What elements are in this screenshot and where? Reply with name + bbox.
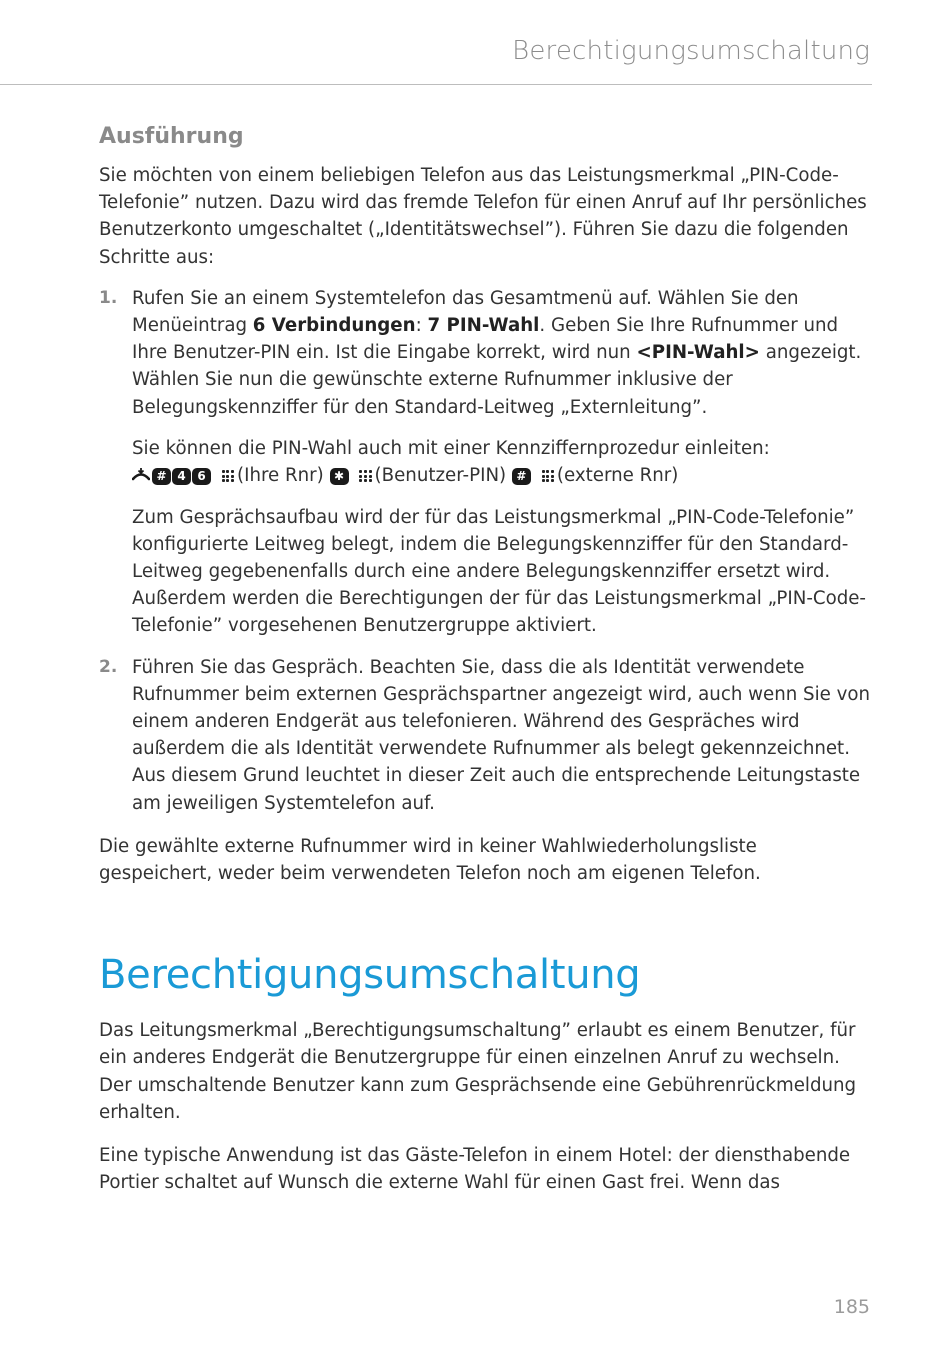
closing-paragraph: Die gewählte externe Rufnummer wird in keiner Wahlwiederholungsliste gespeichert, weder beim verwendeten Telefon noch am eigenen Telefon. [99, 835, 761, 885]
code-intro-text: Sie können die PIN-Wahl auch mit einer Kennziffernprozedur einleiten: [132, 437, 770, 459]
menu-item-bold: 7 PIN-Wahl [427, 315, 540, 337]
dialpad-icon [542, 470, 554, 482]
step-1-text-a: Rufen Sie an einem Systemtelefon das Gesamtmenü auf. Wählen Sie den Menüeintrag [132, 287, 799, 337]
key-hash-icon: # [152, 468, 171, 485]
section2-paragraph-1: Das Leitungsmerkmal „Berechtigungsumschaltung” erlaubt es einem Benutzer, für ein anderes Endgerät die Benutzergruppe für einen einzelnen Anruf zu wechseln. Der umschaltende Benutzer kann zum Gesprächsende eine Gebührenrückmeldung erhalten. [99, 1020, 857, 1123]
section-title: Berechtigungsumschaltung [99, 952, 641, 999]
page-number: 185 [833, 1296, 870, 1318]
key-4-icon: 4 [172, 468, 191, 485]
code-intro [132, 435, 871, 490]
menu-bold: 6 Verbindungen [252, 315, 416, 337]
header-divider [0, 84, 872, 85]
intro-paragraph: Sie möchten von einem beliebigen Telefon aus das Leistungsmerkmal „PIN-Code-Telefonie” nutzen. Dazu wird das fremde Telefon für einen Anruf auf Ihr persönliches Benutzerkonto umgeschaltet („Identitätswechsel”). Führen Sie dazu die folgenden Schritte aus: [99, 165, 867, 268]
section2-paragraph-2: Eine typische Anwendung ist das Gäste-Telefon in einem Hotel: der diensthabende Portier schaltet auf Wunsch die externe Wahl für einen Gast frei. Wenn das [99, 1145, 851, 1194]
step-1-text-c: angezeigt. Wählen Sie nun die gewünschte externe Rufnummer inklusive der Belegungskennziffer für den Standard-Leitweg „Externleitung”. [132, 342, 862, 418]
routing-note: Zum Gesprächsaufbau wird der für das Leistungsmerkmal „PIN-Code-Telefonie” konfigurierte Leitweg belegt, indem die Belegungskennziffer für den Standard-Leitweg gegebenenfalls durch eine andere Belegungskennziffer ersetzt wird. Außerdem werden die Berechtigungen der für das Leistungsmerkmal „PIN-Code-Telefonie” vorgesehenen Benutzergruppe aktiviert. [132, 506, 866, 637]
step-number: 1. [99, 287, 118, 308]
key-star-icon: ✱ [330, 468, 349, 485]
dialpad-icon [222, 470, 234, 482]
handset-off-hook-icon [132, 462, 150, 489]
key-hash-icon: # [512, 468, 531, 485]
step-2-text: Führen Sie das Gespräch. Beachten Sie, dass die als Identität verwendete Rufnummer beim externen Gesprächspartner angezeigt wird, auch wenn Sie von einem anderen Endgerät aus telefonieren. Während des Gespräches wird außerdem die als Identität verwendete Rufnummer als belegt gekennzeichnet. Aus diesem Grund leuchtet in dieser Zeit auch die entsprechende Leitungstaste am jeweiligen Systemtelefon auf. [132, 656, 871, 814]
list-item [99, 654, 871, 817]
step-1-text-b: . Geben Sie Ihre Rufnummer und Ihre Benutzer-PIN ein. Ist die Eingabe korrekt, wird nun [132, 315, 839, 364]
display-bold: <PIN-Wahl> [636, 342, 760, 364]
step-number: 2. [99, 656, 118, 677]
step-1-text [132, 285, 871, 421]
subhead-ausfuehrung: Ausführung [99, 124, 244, 149]
external-number-label: (externe Rnr) [556, 465, 679, 487]
page-content [99, 118, 871, 1196]
list-item [99, 285, 871, 640]
step-1-colon: : [415, 315, 428, 337]
dialpad-icon [359, 470, 371, 482]
running-header: Berechtigungsumschaltung [512, 36, 870, 66]
key-6-icon: 6 [192, 468, 211, 485]
own-number-label: (Ihre Rnr) [236, 465, 324, 487]
steps-list [99, 285, 871, 817]
user-pin-label: (Benutzer-PIN) [374, 465, 507, 487]
